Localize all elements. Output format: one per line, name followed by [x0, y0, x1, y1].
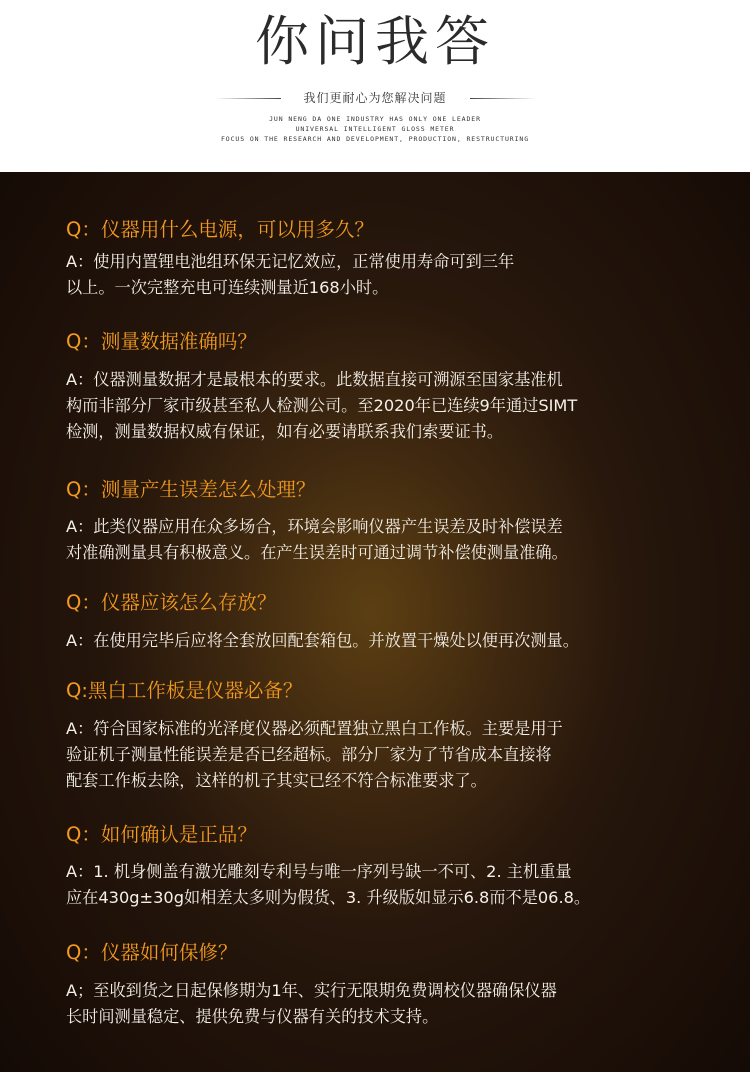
english-tagline-2: UNIVERSAL INTELLIGENT GLOSS METER: [295, 125, 455, 133]
faq-question-storage: Q：仪器应该怎么存放？: [66, 591, 277, 614]
answer-line: A：使用内置锂电池组环保无记忆效应，正常使用寿命可到三年: [66, 252, 515, 271]
header: [0, 0, 750, 172]
faq-question-power: Q：仪器用什么电源，可以用多久？: [66, 218, 374, 241]
faq-question-warranty: Q：仪器如何保修？: [66, 941, 238, 964]
faq-question-calibration-board: Q:黑白工作板是仪器必备？: [66, 679, 303, 702]
faq-answer-storage: [66, 628, 686, 654]
page-title: 你问我答: [255, 10, 495, 73]
answer-line: 配套工作板去除，这样的机子其实已经不符合标准要求了。: [66, 771, 487, 790]
answer-line: A：1. 机身侧盖有激光雕刻专利号与唯一序列号缺一不可、2. 主机重量: [66, 862, 572, 881]
faq-panel: [0, 172, 750, 1072]
answer-line: 验证机子测量性能误差是否已经超标。部分厂家为了节省成本直接将: [66, 745, 552, 764]
answer-line: A：仪器测量数据才是最根本的要求。此数据直接可溯源至国家基准机: [66, 370, 563, 389]
faq-answer-calibration-board: [66, 716, 686, 794]
faq-question-accuracy: Q：测量数据准确吗？: [66, 330, 257, 353]
answer-line: 长时间测量稳定、提供免费与仪器有关的技术支持。: [66, 1007, 439, 1026]
answer-line: 应在430g±30g如相差太多则为假货、3. 升级版如显示6.8而不是06.8。: [66, 888, 591, 907]
divider-right: [470, 98, 536, 99]
faq-answer-error: [66, 514, 686, 566]
answer-line: A：在使用完毕后应将全套放回配套箱包。并放置干燥处以便再次测量。: [66, 631, 579, 650]
english-tagline-1: JUN NENG DA ONE INDUSTRY HAS ONLY ONE LEADER: [269, 115, 481, 123]
faq-question-authenticity: Q：如何确认是正品？: [66, 823, 257, 846]
answer-line: 以上。一次完整充电可连续测量近168小时。: [66, 278, 389, 297]
answer-line: 对准确测量具有积极意义。在产生误差时可通过调节补偿使测量准确。: [66, 543, 568, 562]
answer-line: 构而非部分厂家市级甚至私人检测公司。至2020年已连续9年通过SIMT: [66, 396, 578, 415]
faq-answer-power: [66, 249, 686, 301]
page-subtitle: 我们更耐心为您解决问题: [303, 91, 447, 105]
english-tagline-3: FOCUS ON THE RESEARCH AND DEVELOPMENT, PRODUCTION, RESTRUCTURING: [220, 135, 530, 143]
faq-question-error: Q：测量产生误差怎么处理？: [66, 478, 316, 501]
answer-line: A；至收到货之日起保修期为1年、实行无限期免费调校仪器确保仪器: [66, 981, 557, 1000]
answer-line: A：此类仪器应用在众多场合，环境会影响仪器产生误差及时补偿误差: [66, 517, 563, 536]
answer-line: 检测，测量数据权威有保证，如有必要请联系我们索要证书。: [66, 422, 504, 441]
subtitle-row: [0, 88, 750, 108]
faq-answer-authenticity: [66, 859, 686, 911]
answer-line: A：符合国家标准的光泽度仪器必须配置独立黑白工作板。主要是用于: [66, 719, 563, 738]
faq-answer-accuracy: [66, 367, 686, 445]
faq-answer-warranty: [66, 978, 686, 1030]
